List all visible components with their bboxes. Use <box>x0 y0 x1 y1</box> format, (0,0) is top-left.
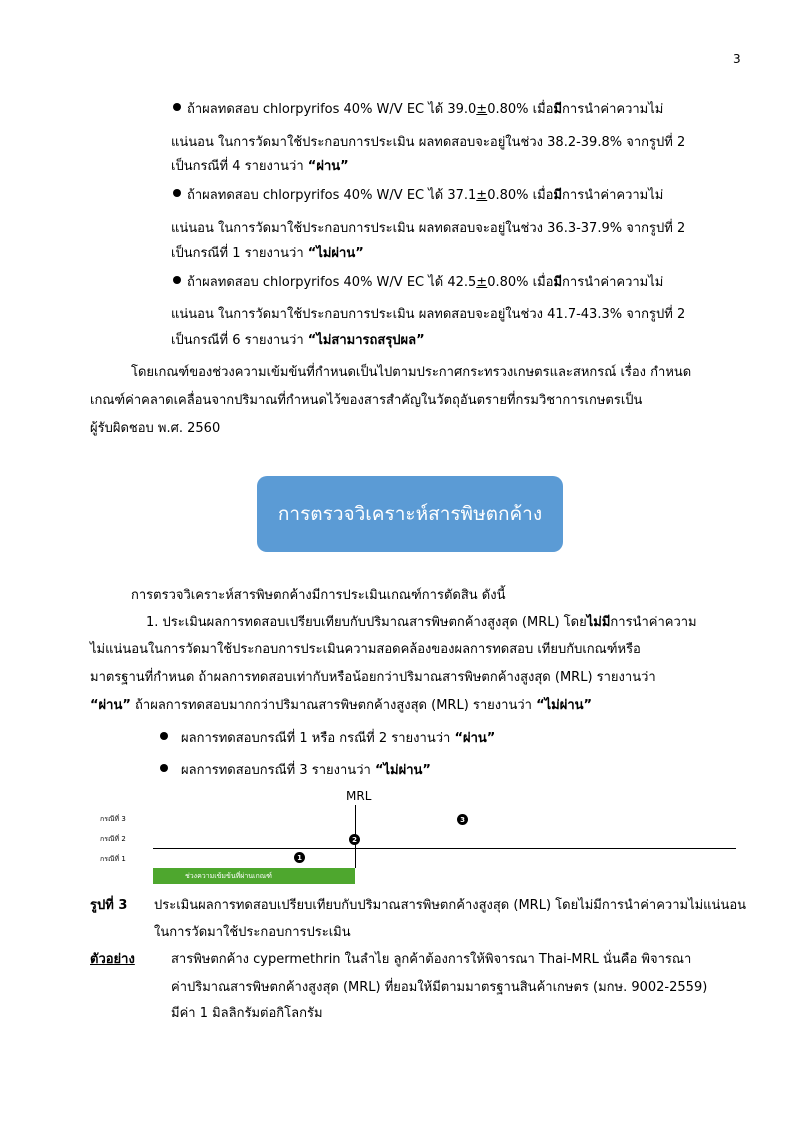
example-label: ตัวอย่าง <box>90 952 135 967</box>
bullet-icon <box>160 764 168 772</box>
paragraph-line: โดยเกณฑ์ของช่วงความเข้มข้นที่กำหนดเป็นไปตามประกาศกระทรวงเกษตรและสหกรณ์ เรื่อง กำหนด <box>131 365 692 380</box>
case-3-marker: 3 <box>457 814 468 825</box>
item-1-line-1: 1. ประเมินผลการทดสอบเปรียบเทียบกับปริมาณสารพิษตกค้างสูงสุด (MRL) โดยไม่มีการนำค่าความ <box>146 615 697 630</box>
bullet-3-line-3: เป็นกรณีที่ 6 รายงานว่า “ไม่สามารถสรุปผล” <box>171 333 425 348</box>
page-number: 3 <box>733 52 741 66</box>
pass-range-label: ช่วงความเข้มข้นที่ผ่านเกณฑ์ <box>185 871 272 880</box>
bullet-3-line-2: แน่นอน ในการวัดมาใช้ประกอบการประเมิน ผลทดสอบจะอยู่ในช่วง 41.7-43.3% จากรูปที่ 2 <box>171 307 686 322</box>
item-1-line-4: “ผ่าน” ถ้าผลการทดสอบมากกว่าปริมาณสารพิษตกค้างสูงสุด (MRL) รายงานว่า “ไม่ผ่าน” <box>90 698 593 713</box>
figure-caption-line-2: ในการวัดมาใช้ประกอบการประเมิน <box>154 925 351 940</box>
paragraph-line: เกณฑ์ค่าคลาดเคลื่อนจากปริมาณที่กำหนดไว้ของสารสำคัญในวัตถุอันตรายที่กรมวิชาการเกษตรเป็น <box>90 393 643 408</box>
bullet-1-line-1: ถ้าผลทดสอบ chlorpyrifos 40% W/V EC ได้ 39.0±0.80% เมื่อมีการนำค่าความไม่ <box>187 102 664 117</box>
baseline-axis <box>153 848 736 849</box>
bullet-2-line-2: แน่นอน ในการวัดมาใช้ประกอบการประเมิน ผลทดสอบจะอยู่ในช่วง 36.3-37.9% จากรูปที่ 2 <box>171 221 686 236</box>
item-1-line-2: ไม่แน่นอนในการวัดมาใช้ประกอบการประเมินความสอดคล้องของผลการทดสอบ เทียบกับเกณฑ์หรือ <box>90 642 641 657</box>
case-1-label: กรณีที่ 1 <box>100 855 126 863</box>
item-1-line-3: มาตรฐานที่กำหนด ถ้าผลการทดสอบเท่ากับหรือน้อยกว่าปริมาณสารพิษตกค้างสูงสุด (MRL) รายงานว่า <box>90 670 656 685</box>
mrl-label: MRL <box>346 789 372 803</box>
figure-label: รูปที่ 3 <box>90 898 128 913</box>
bullet-3-line-1: ถ้าผลทดสอบ chlorpyrifos 40% W/V EC ได้ 42.5±0.80% เมื่อมีการนำค่าความไม่ <box>187 275 664 290</box>
bullet-icon <box>173 189 181 197</box>
case-bullet-2: ผลการทดสอบกรณีที่ 3 รายงานว่า “ไม่ผ่าน” <box>181 763 431 778</box>
bullet-2-line-1: ถ้าผลทดสอบ chlorpyrifos 40% W/V EC ได้ 37.1±0.80% เมื่อมีการนำค่าความไม่ <box>187 188 664 203</box>
case-3-label: กรณีที่ 3 <box>100 815 126 823</box>
bullet-icon <box>173 276 181 284</box>
case-2-label: กรณีที่ 2 <box>100 835 126 843</box>
bullet-1-line-2: แน่นอน ในการวัดมาใช้ประกอบการประเมิน ผลทดสอบจะอยู่ในช่วง 38.2-39.8% จากรูปที่ 2 <box>171 135 686 150</box>
figure-caption-line-1: ประเมินผลการทดสอบเปรียบเทียบกับปริมาณสารพิษตกค้างสูงสุด (MRL) โดยไม่มีการนำค่าความไม่แน่นอน <box>154 898 747 913</box>
case-bullet-1: ผลการทดสอบกรณีที่ 1 หรือ กรณีที่ 2 รายงานว่า “ผ่าน” <box>181 731 496 746</box>
bullet-icon <box>173 103 181 111</box>
example-line-3: มีค่า 1 มิลลิกรัมต่อกิโลกรัม <box>171 1006 323 1021</box>
section-banner-title: การตรวจวิเคราะห์สารพิษตกค้าง <box>277 503 543 525</box>
bullet-2-line-3: เป็นกรณีที่ 1 รายงานว่า “ไม่ผ่าน” <box>171 246 364 261</box>
example-line-2: ค่าปริมาณสารพิษตกค้างสูงสุด (MRL) ที่ยอมให้มีตามมาตรฐานสินค้าเกษตร (มกษ. 9002-2559) <box>171 980 708 995</box>
case-1-marker: 1 <box>294 852 305 863</box>
paragraph-line: ผู้รับผิดชอบ พ.ศ. 2560 <box>90 421 221 436</box>
section-intro: การตรวจวิเคราะห์สารพิษตกค้างมีการประเมินเกณฑ์การตัดสิน ดังนี้ <box>131 588 506 603</box>
pass-range-bar <box>153 868 355 884</box>
case-2-marker: 2 <box>349 834 360 845</box>
example-line-1: สารพิษตกค้าง cypermethrin ในลำไย ลูกค้าต้องการให้พิจารณา Thai-MRL นั่นคือ พิจารณา <box>171 952 692 967</box>
section-banner <box>257 476 563 552</box>
bullet-1-line-3: เป็นกรณีที่ 4 รายงานว่า “ผ่าน” <box>171 159 349 174</box>
bullet-icon <box>160 732 168 740</box>
